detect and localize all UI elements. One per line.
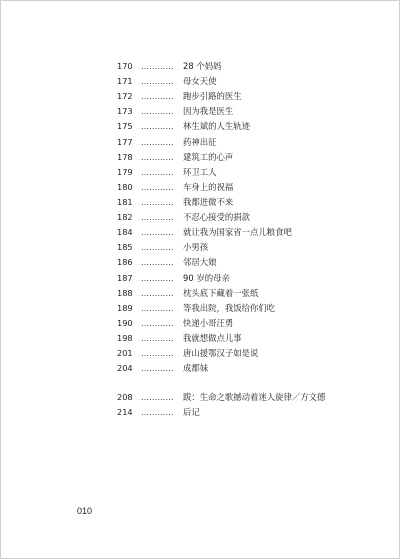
toc-entry-page: 214: [117, 407, 133, 418]
toc-entry-page: 204: [117, 363, 133, 374]
toc-entry-page: 189: [117, 302, 133, 313]
toc-entry-leader-dots: …………: [141, 288, 174, 298]
toc-group-appendix: [117, 390, 387, 420]
toc-entry: [117, 346, 387, 361]
toc-entry-leader-dots: …………: [141, 393, 174, 403]
toc-entry-title: 枕头底下藏着一张纸: [183, 287, 259, 298]
toc-entry-page: 171: [117, 76, 133, 87]
toc-entry: [117, 89, 387, 104]
toc-entry-title: 不忍心接受的捐款: [183, 212, 250, 223]
toc-entry-title: 母女天使: [183, 76, 217, 87]
toc-entry: [117, 59, 387, 74]
toc-entry-leader-dots: …………: [141, 213, 174, 223]
toc-entry-page: 178: [117, 151, 133, 162]
toc-entry-leader-dots: …………: [141, 122, 174, 132]
toc-entry-title: 因为我是医生: [183, 106, 234, 117]
toc-entry-page: 175: [117, 121, 133, 132]
toc-entry-leader-dots: …………: [141, 318, 174, 328]
toc-entry: [117, 240, 387, 255]
toc-entry-title: 邻居大娘: [183, 257, 217, 268]
toc-entry-page: 198: [117, 332, 133, 343]
toc-entry-page: 172: [117, 91, 133, 102]
toc-entry-leader-dots: …………: [141, 77, 174, 87]
toc-entry-leader-dots: …………: [141, 333, 174, 343]
toc-entry-page: 188: [117, 287, 133, 298]
toc-group-main: [117, 59, 387, 376]
toc-entry-page: 177: [117, 136, 133, 147]
toc-entry: [117, 104, 387, 119]
toc-entry-page: 173: [117, 106, 133, 117]
toc-entry-title: 28 个妈妈: [183, 61, 222, 71]
toc-entry-leader-dots: …………: [141, 167, 174, 177]
toc-entry-leader-dots: …………: [141, 152, 174, 162]
toc-entry: [117, 74, 387, 89]
toc-section-gap: [117, 376, 387, 390]
toc-entry-leader-dots: …………: [141, 243, 174, 253]
toc-entry: [117, 225, 387, 240]
toc-entry-leader-dots: …………: [141, 137, 174, 147]
toc-entry-title: 跋：生命之歌撼动着迷人旋律／方文德: [183, 392, 326, 403]
toc-entry-leader-dots: …………: [141, 408, 174, 418]
toc-entry-title: 唐山援鄂汉子如是说: [183, 348, 259, 359]
toc-entry-page: 190: [117, 317, 133, 328]
toc-entry-title: 90 岁的母亲: [183, 272, 230, 283]
toc-entry-title: 等我出院，我饭给你们吃: [183, 302, 276, 313]
toc-entry: [117, 331, 387, 346]
toc-entry-title: 成都妹: [183, 363, 209, 374]
toc-entry-page: 170: [117, 61, 133, 71]
toc-entry-leader-dots: …………: [141, 273, 174, 283]
toc-entry-title: 车身上的祝福: [183, 181, 234, 192]
toc-entry: [117, 390, 387, 405]
toc-entry-page: 182: [117, 212, 133, 223]
toc-entry: [117, 150, 387, 165]
toc-entry-page: 186: [117, 257, 133, 268]
toc-entry-leader-dots: …………: [141, 349, 174, 359]
toc-entry-page: 179: [117, 166, 133, 177]
toc-entry-leader-dots: …………: [141, 92, 174, 102]
toc-entry-page: 184: [117, 227, 133, 238]
toc-entry-title: 林生斌的人生轨迹: [183, 121, 250, 132]
toc-entry-page: 185: [117, 242, 133, 253]
toc-entry-title: 环卫工人: [183, 166, 217, 177]
toc-entry-page: 201: [117, 348, 133, 359]
toc-entry-leader-dots: …………: [141, 62, 174, 71]
toc-entry-title: 小男孩: [183, 242, 209, 253]
toc-entry-page: 187: [117, 272, 133, 283]
table-of-contents: [117, 59, 387, 421]
toc-entry: [117, 180, 387, 195]
toc-entry-leader-dots: …………: [141, 107, 174, 117]
page-number: 010: [77, 506, 93, 516]
toc-entry-title: 跑步引路的医生: [183, 91, 242, 102]
toc-entry-page: 180: [117, 181, 133, 192]
toc-entry-leader-dots: …………: [141, 303, 174, 313]
toc-entry: [117, 165, 387, 180]
toc-entry: [117, 255, 387, 270]
toc-entry: [117, 210, 387, 225]
toc-entry: [117, 286, 387, 301]
toc-entry-page: 208: [117, 392, 133, 403]
toc-entry: [117, 271, 387, 286]
toc-entry-title: 我都进微不来: [183, 196, 234, 207]
toc-entry: [117, 119, 387, 134]
toc-entry: [117, 316, 387, 331]
toc-entry-title: 我就想做点儿事: [183, 332, 242, 343]
toc-entry-page: 181: [117, 196, 133, 207]
toc-entry-title: 后记: [183, 407, 200, 418]
toc-entry-title: 药神出征: [183, 136, 217, 147]
toc-entry: [117, 301, 387, 316]
toc-entry-title: 快递小哥汪勇: [183, 317, 234, 328]
toc-entry-leader-dots: …………: [141, 197, 174, 207]
toc-entry-title: 就让我为国家省一点儿粮食吧: [183, 227, 292, 238]
toc-entry: [117, 361, 387, 376]
toc-entry-leader-dots: …………: [141, 364, 174, 374]
toc-entry-leader-dots: …………: [141, 182, 174, 192]
toc-entry-title: 建筑工的心声: [183, 151, 234, 162]
toc-entry-leader-dots: …………: [141, 228, 174, 238]
toc-entry: [117, 405, 387, 420]
toc-entry: [117, 195, 387, 210]
toc-entry-leader-dots: …………: [141, 258, 174, 268]
toc-entry: [117, 135, 387, 150]
